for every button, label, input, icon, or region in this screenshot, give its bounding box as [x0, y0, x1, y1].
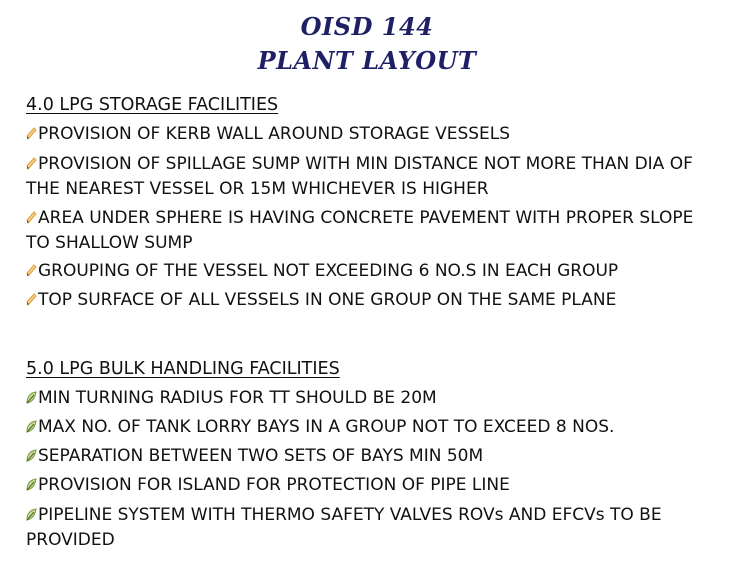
- pencil-icon: [26, 211, 37, 224]
- list-item: [26, 384, 716, 413]
- list-item-text: GROUPING OF THE VESSEL NOT EXCEEDING 6 NO.S IN EACH GROUP: [38, 261, 619, 281]
- section-heading-bulk: 5.0 LPG BULK HANDLING FACILITIES: [26, 359, 340, 379]
- leaf-icon: [26, 508, 37, 521]
- list-item: [26, 442, 716, 471]
- list-item: [26, 471, 716, 500]
- list-item: [26, 149, 716, 203]
- slide-title: [0, 10, 734, 78]
- list-item-text: MIN TURNING RADIUS FOR TT SHOULD BE 20M: [38, 388, 437, 408]
- list-item-text: MAX NO. OF TANK LORRY BAYS IN A GROUP NOT TO EXCEED 8 NOS.: [38, 417, 615, 437]
- list-item: [26, 257, 716, 286]
- list-item-text: TOP SURFACE OF ALL VESSELS IN ONE GROUP ON THE SAME PLANE: [38, 290, 617, 310]
- list-item-text: PROVISION FOR ISLAND FOR PROTECTION OF PIPE LINE: [38, 475, 510, 495]
- title-line-2: PLANT LAYOUT: [257, 46, 477, 75]
- section-lpg-bulk-handling: [26, 356, 716, 554]
- leaf-icon: [26, 420, 37, 433]
- list-item-text: AREA UNDER SPHERE IS HAVING CONCRETE PAVEMENT WITH PROPER SLOPE TO SHALLOW SUMP: [26, 208, 694, 253]
- leaf-icon: [26, 391, 37, 404]
- list-item: [26, 286, 716, 315]
- pencil-icon: [26, 264, 37, 277]
- list-item: [26, 120, 716, 149]
- pencil-icon: [26, 127, 37, 140]
- pencil-icon: [26, 293, 37, 306]
- list-item-text: PROVISION OF KERB WALL AROUND STORAGE VESSELS: [38, 124, 511, 144]
- list-item-text: PIPELINE SYSTEM WITH THERMO SAFETY VALVES ROVs AND EFCVs TO BE PROVIDED: [26, 505, 662, 550]
- title-line-1: OISD 144: [300, 12, 434, 41]
- section-heading-storage: 4.0 LPG STORAGE FACILITIES: [26, 95, 279, 115]
- list-item-text: SEPARATION BETWEEN TWO SETS OF BAYS MIN 50M: [38, 446, 484, 466]
- section-lpg-storage: [26, 92, 716, 315]
- leaf-icon: [26, 478, 37, 491]
- leaf-icon: [26, 449, 37, 462]
- list-item: [26, 500, 716, 554]
- list-item: [26, 413, 716, 442]
- pencil-icon: [26, 157, 37, 170]
- list-item-text: PROVISION OF SPILLAGE SUMP WITH MIN DISTANCE NOT MORE THAN DIA OF THE NEAREST VESSEL OR 15M WHICHEVER IS HIGHER: [26, 154, 693, 199]
- list-item: [26, 203, 716, 257]
